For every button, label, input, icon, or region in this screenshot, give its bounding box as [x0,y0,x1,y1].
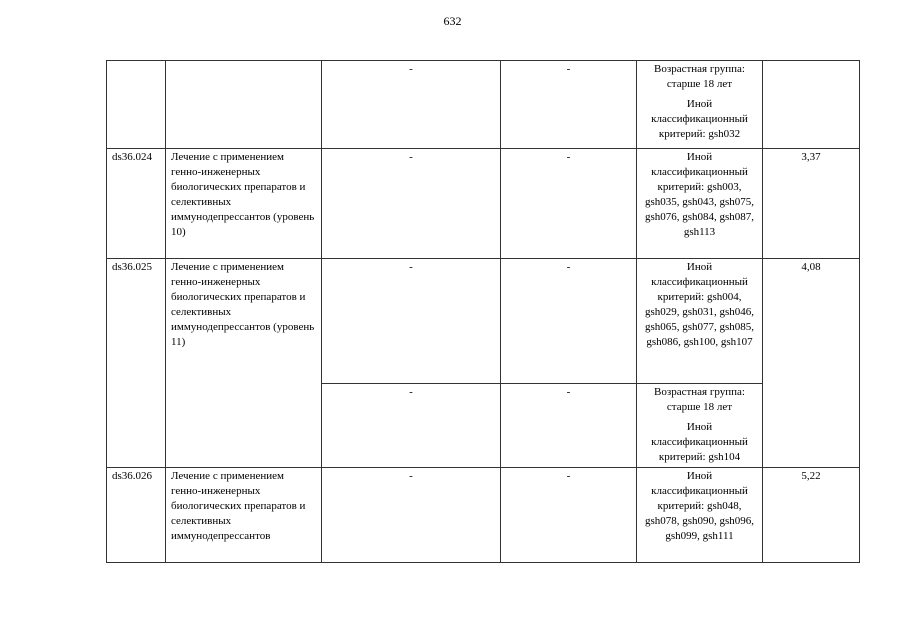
criteria-text: Иной классификационный критерий: gsh032 [651,98,748,140]
column-b-cell: - [501,384,637,468]
code-cell: ds36.025 [107,259,166,468]
criteria-text: Возрастная группа: старше 18 лет [654,63,745,90]
page-number: 632 [443,14,462,28]
name-cell [166,61,322,149]
table-row [107,149,860,259]
code-cell [107,61,166,149]
criteria-text: Иной классификационный критерий: gsh004, gsh029, gsh031, gsh046, gsh065, gsh077, gsh085, gsh086, gsh100, gsh107 [644,261,755,348]
column-a-cell: - [322,384,501,468]
column-b-cell: - [501,149,637,259]
criteria-cell [637,149,763,259]
criteria-cell [637,259,763,384]
table-row [107,468,860,563]
criteria-text: Иной классификационный критерий: gsh048, gsh078, gsh090, gsh096, gsh099, gsh111 [644,470,755,542]
coefficient-cell: 3,37 [763,149,860,259]
criteria-cell [637,384,763,468]
coefficient-cell [763,61,860,149]
criteria-text: Возрастная группа: старше 18 лет [654,386,745,413]
name-cell: Лечение с применением генно-инженерных биологических препаратов и селективных иммунодепрессантов [166,468,322,563]
code-cell: ds36.024 [107,149,166,259]
tariff-table [106,60,860,563]
name-cell: Лечение с применением генно-инженерных биологических препаратов и селективных иммунодепрессантов (уровень 10) [166,149,322,259]
criteria-cell [637,468,763,563]
column-a-cell: - [322,259,501,384]
coefficient-cell: 4,08 [763,259,860,468]
column-a-cell: - [322,61,501,149]
column-b-cell: - [501,259,637,384]
criteria-text: Иной классификационный критерий: gsh104 [651,421,748,463]
column-b-cell: - [501,468,637,563]
criteria-cell [637,61,763,149]
table-row [107,61,860,149]
coefficient-cell: 5,22 [763,468,860,563]
column-a-cell: - [322,468,501,563]
column-b-cell: - [501,61,637,149]
table-row [107,259,860,384]
criteria-text: Иной классификационный критерий: gsh003, gsh035, gsh043, gsh075, gsh076, gsh084, gsh087, gsh113 [644,151,755,238]
column-a-cell: - [322,149,501,259]
code-cell: ds36.026 [107,468,166,563]
name-cell: Лечение с применением генно-инженерных биологических препаратов и селективных иммунодепрессантов (уровень 11) [166,259,322,468]
